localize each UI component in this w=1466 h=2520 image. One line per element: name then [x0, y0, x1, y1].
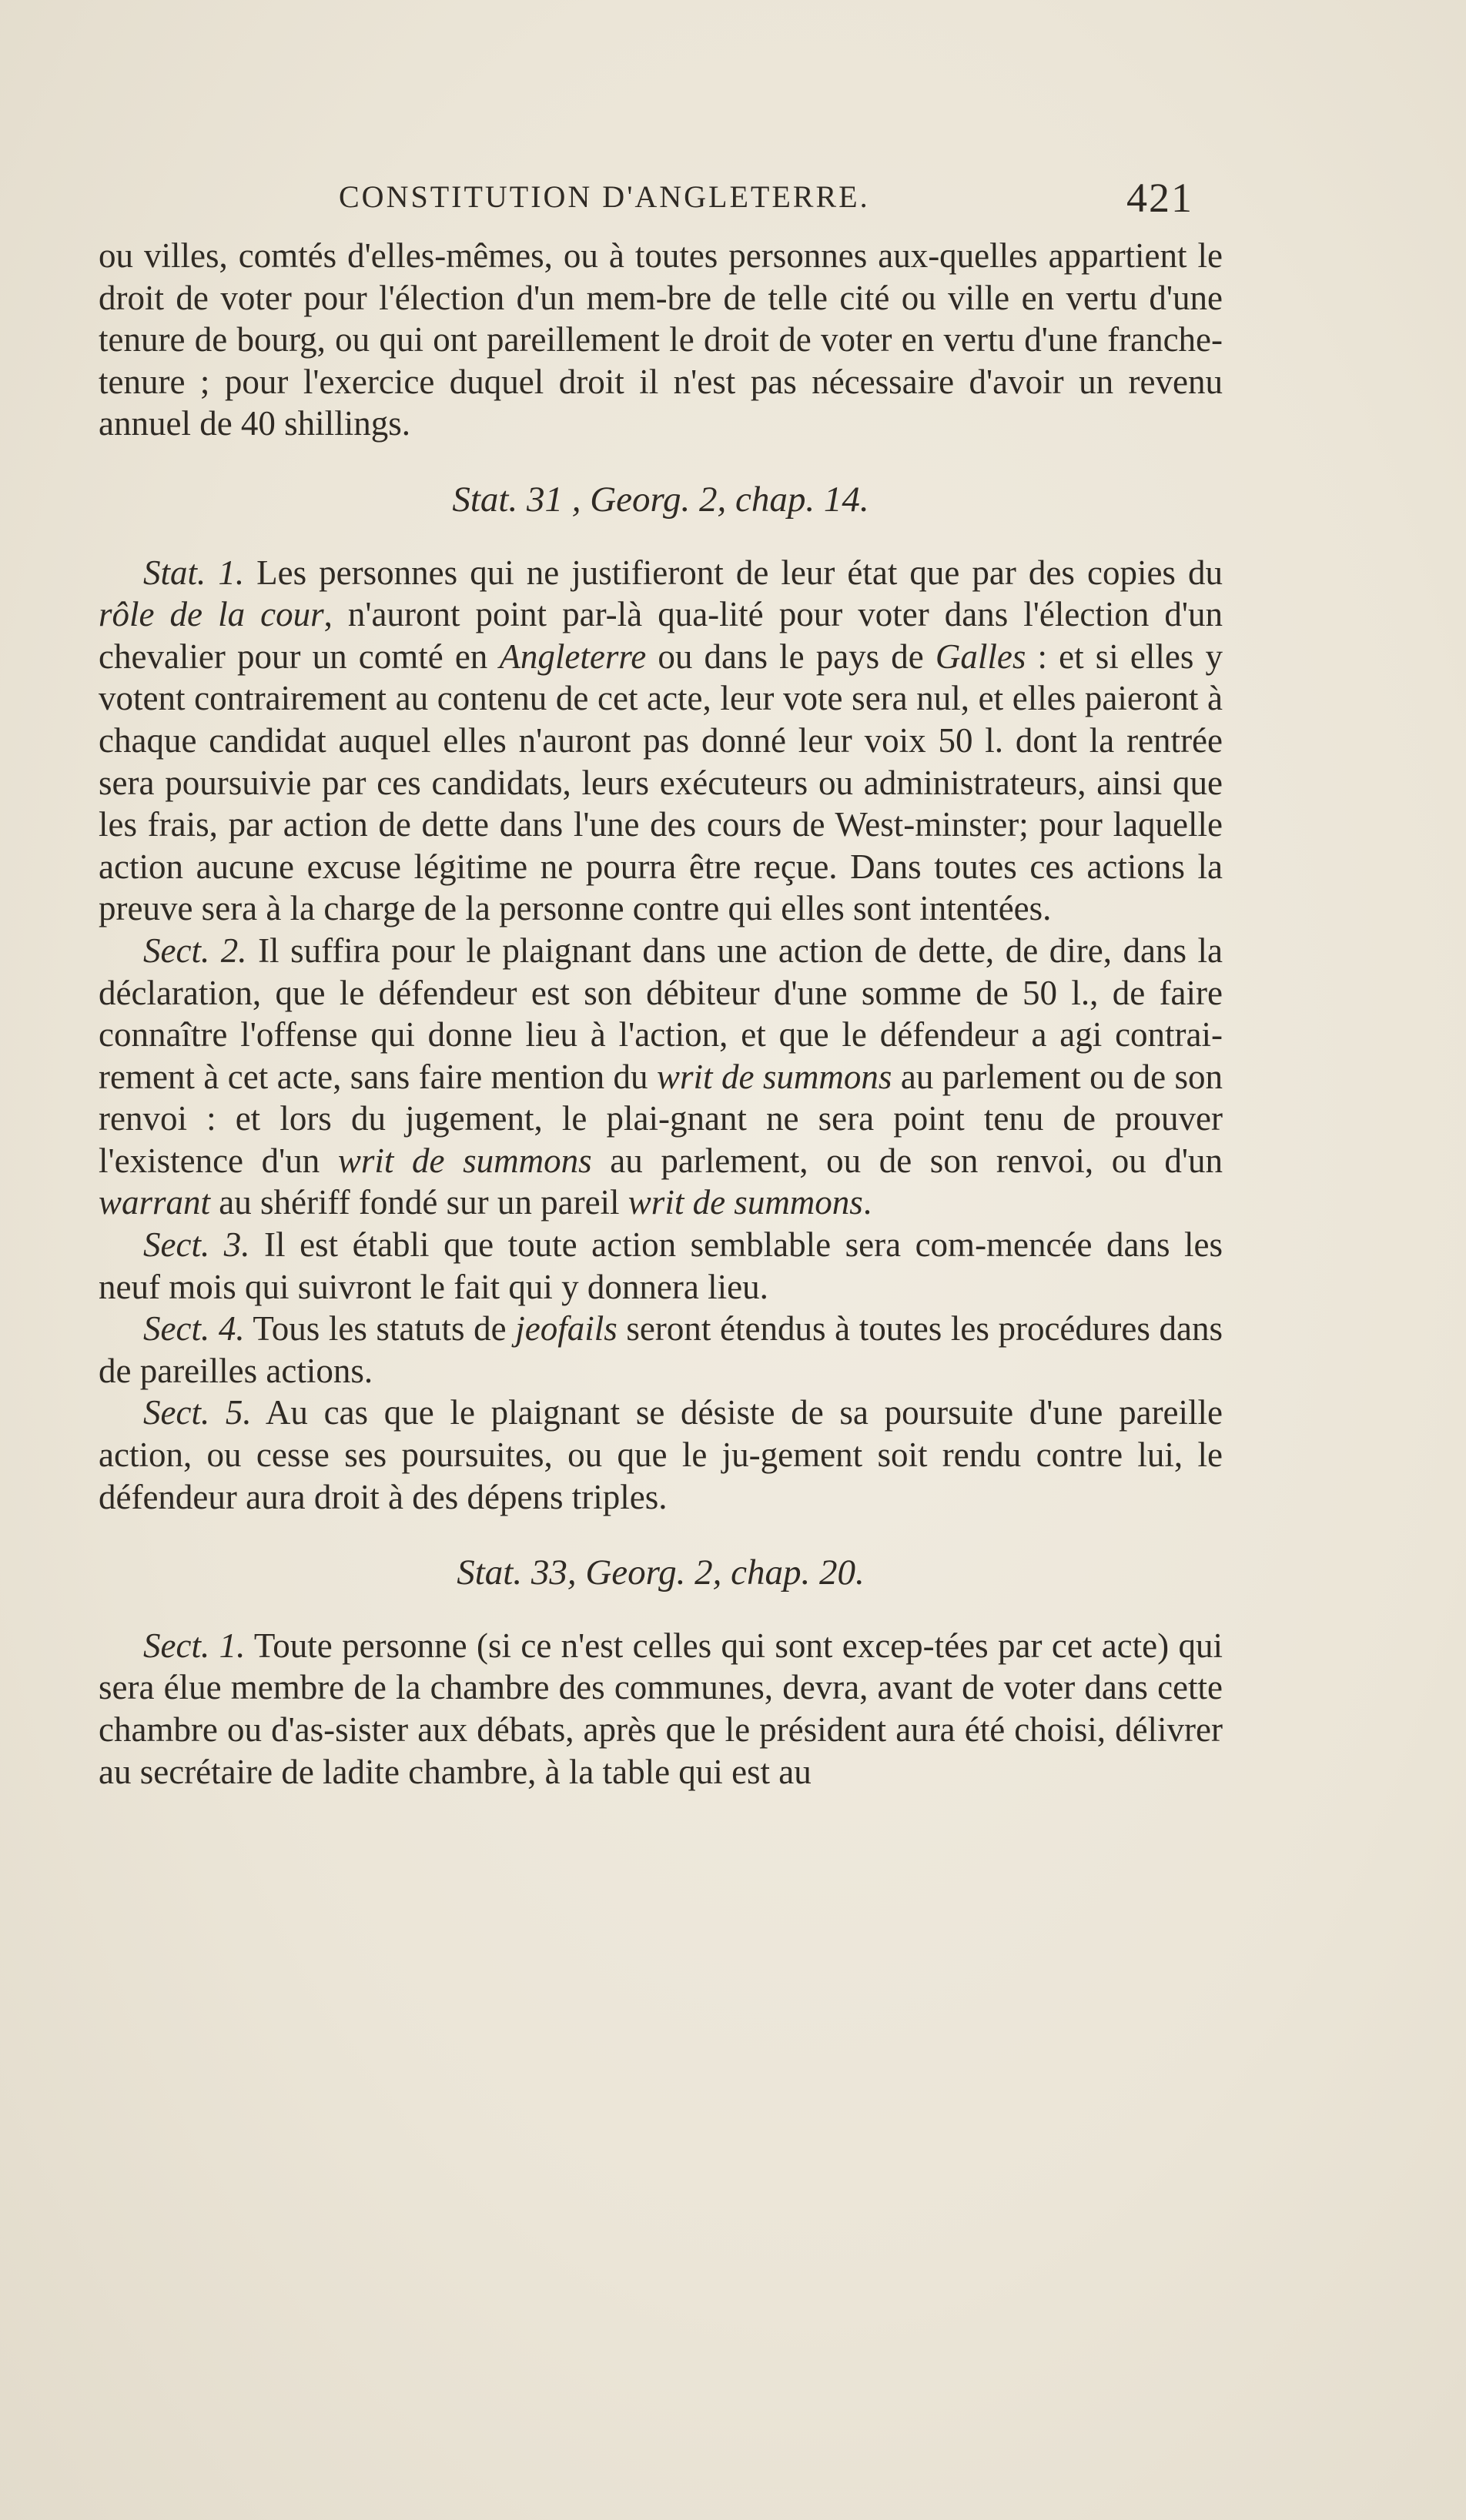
italic-term: writ de summons: [656, 1057, 892, 1096]
running-title: CONSTITUTION D'ANGLETERRE.: [339, 179, 870, 214]
section-text: .: [862, 1183, 872, 1222]
italic-term: Angleterre: [499, 637, 647, 676]
italic-term: Galles: [935, 637, 1026, 676]
section-text: au parlement, ou de son renvoi, ou d'un: [591, 1141, 1223, 1180]
page-body: [99, 235, 1223, 1793]
section-text: au parlement ou de son renvoi : et lors du jugement, le plai-gnant ne sera point tenu de prouver l'existence d'un: [99, 1057, 1223, 1180]
section-text: Il est établi que toute action semblable sera com-mencée dans les neuf mois qui suivront le fait qui y donnera lieu.: [99, 1225, 1223, 1306]
section-text: Toute personne (si ce n'est celles qui sont excep-tées par cet acte) qui sera élue membre de la chambre des communes, devra, avant de voter dans cette chambre ou d'as-sister aux débats, après que le président aura été choisi, délivrer au secrétaire de ladite chambre, à la table qui est au: [99, 1626, 1223, 1791]
section-text: Tous les statuts de: [244, 1309, 516, 1349]
section-label: Sect. 5.: [143, 1393, 252, 1432]
section-label: Sect. 3.: [143, 1225, 250, 1265]
italic-term: rôle de la cour: [99, 595, 324, 634]
stat31-section-1: [99, 552, 1223, 930]
statute-heading-33: Stat. 33, Georg. 2, chap. 20.: [457, 1552, 865, 1593]
section-text: seront étendus à toutes les procédures dans de pareilles actions.: [99, 1309, 1223, 1390]
page-number: 421: [1126, 175, 1193, 221]
section-text: ou dans le pays de: [646, 637, 935, 676]
section-label: Sect. 2.: [143, 931, 247, 970]
page-header: [339, 174, 1193, 220]
italic-term: writ de summons: [337, 1141, 592, 1180]
italic-term: jeofails: [515, 1309, 618, 1349]
italic-term: writ de summons: [628, 1183, 863, 1222]
section-label: Stat. 1.: [143, 553, 245, 592]
intro-paragraph: ou villes, comtés d'elles-mêmes, ou à toutes personnes aux-quelles appartient le droit de voter pour l'élection d'un mem-bre de telle cité ou ville en vertu d'une tenure de bourg, ou qui ont pareillement le droit de voter en vertu d'une franche-tenure ; pour l'exercice duquel droit il n'est pas nécessaire d'avoir un revenu annuel de 40 shillings.: [99, 236, 1223, 443]
section-text: au shériff fondé sur un pareil: [210, 1183, 628, 1222]
section-text: Au cas que le plaignant se désiste de sa poursuite d'une pareille action, ou cesse ses poursuites, ou que le ju-gement soit rendu contre lui, le défendeur aura droit à des dépens triples.: [99, 1393, 1223, 1516]
section-label: Sect. 4.: [143, 1309, 245, 1349]
italic-term: warrant: [99, 1183, 211, 1222]
section-text: Il suffira pour le plaignant dans une action de dette, de dire, dans la déclaration, que le défendeur est son débiteur d'une somme de 50 l., de faire connaître l'offense qui donne lieu à l'action, et que le défendeur a agi contrai-rement à cet acte, sans faire mention du: [99, 931, 1223, 1096]
stat31-section-2: [99, 930, 1223, 1224]
stat31-section-4: [99, 1308, 1223, 1392]
section-text: : et si elles y votent contrairement au contenu de cet acte, leur vote sera nul, et elles paieront à chaque candidat auquel elles n'auront pas donné leur voix 50 l. dont la rentrée sera poursuivie par ces candidats, leurs exécuteurs ou administrateurs, ainsi que les frais, par action de dette dans l'une des cours de West-minster; pour laquelle action aucune excuse légitime ne pourra être reçue. Dans toutes ces actions la preuve sera à la charge de la personne contre qui elles sont intentées.: [99, 637, 1223, 928]
stat31-section-5: [99, 1392, 1223, 1518]
stat33-section-1: [99, 1625, 1223, 1793]
section-text: Les personnes qui ne justifieront de leur état que par des copies du: [244, 553, 1223, 592]
section-label: Sect. 1.: [143, 1626, 246, 1665]
section-text: , n'auront point par-là qua-lité pour voter dans l'élection d'un chevalier pour un comté en: [99, 595, 1223, 676]
stat31-section-3: [99, 1224, 1223, 1308]
statute-heading-31: Stat. 31 , Georg. 2, chap. 14.: [452, 479, 869, 520]
